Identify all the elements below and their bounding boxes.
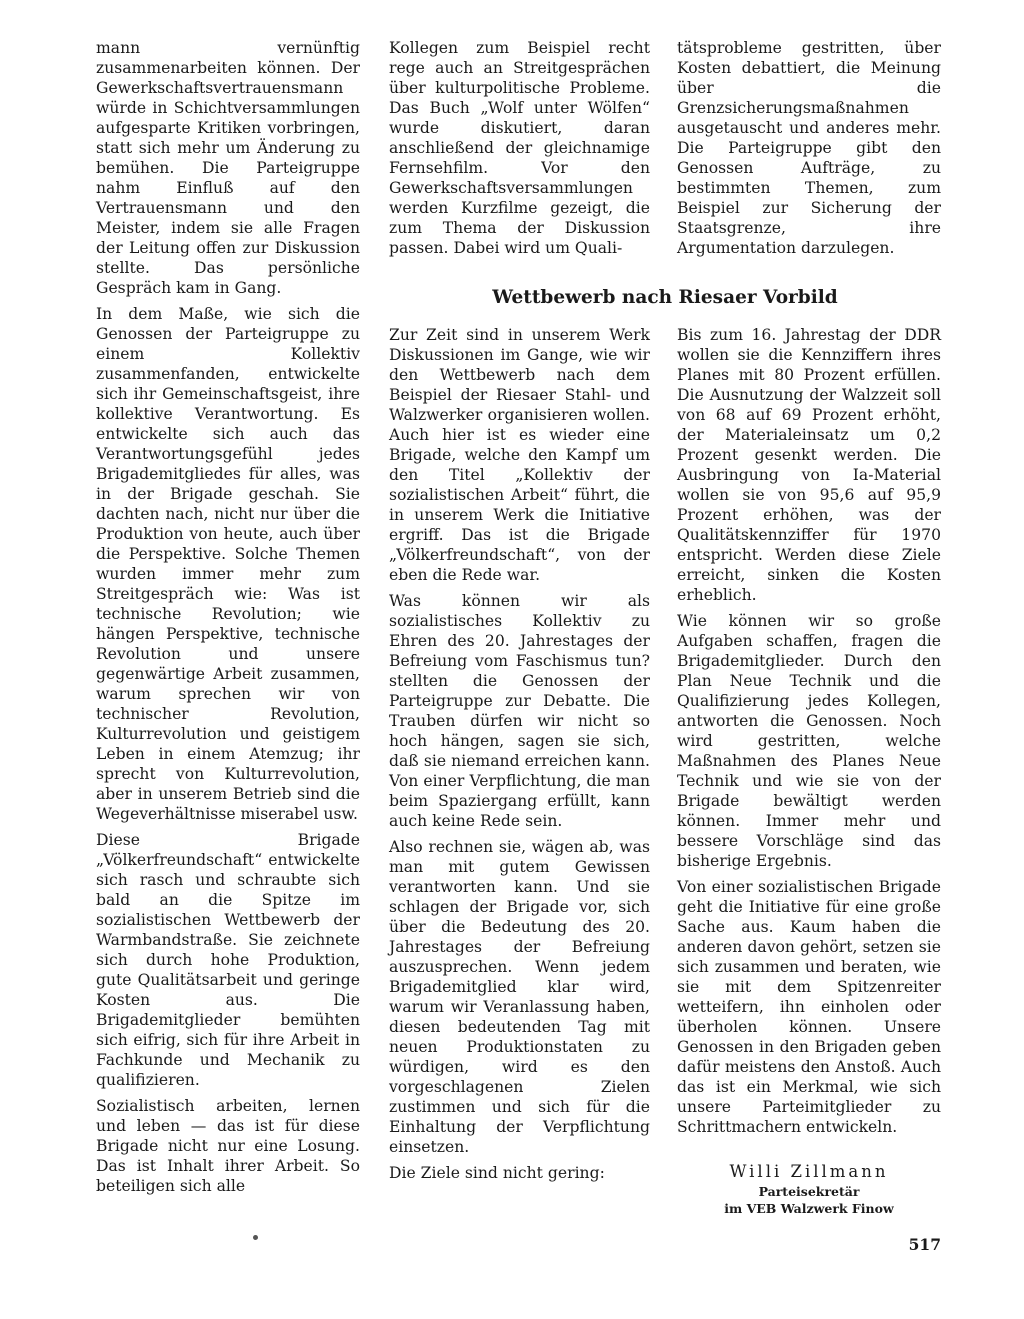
author-role: Parteisekretär [758,1184,860,1199]
section-heading: Wettbewerb nach Riesaer Vorbild [492,287,838,308]
paragraph: Diese Brigade „Völkerfreundschaft“ entwickelte sich rasch und schraubte sich bald an die Spitze im sozialistischen Wettbewerb der Warmbandstraße. Sie zeichnete sich durch hohe Produktion, gute Qualitätsarbeit und geringe Kosten aus. Die Brigademitglieder bemühten sich eifrig, sich für ihre Arbeit in Fachkunde und Mechanik zu qualifizieren. [96,831,360,1089]
paragraph: Von einer sozialistischen Brigade geht die Initiative für eine große Sache aus. Kaum haben die anderen davon gehört, setzen sie sich zusammen und beraten, wie sie mit dem Spitzenreiter wetteifern, ihn einholen oder überholen können. Unsere Genossen in den Brigaden geben dafür meistens den Anstoß. Auch das ist ein Merkmal, wie sich unsere Parteimitglieder zu Schrittmachern entwickeln. [677,878,941,1136]
paragraph: Bis zum 16. Jahrestag der DDR wollen sie die Kennziffern ihres Planes mit 80 Prozent erfüllen. Die Ausnutzung der Walzzeit soll von 68 auf 69 Prozent erhöht, der Materialeinsatz um 0,2 Prozent gesenkt werden. Die Ausbringung von Ia-Material wollen sie von 95,6 auf 95,9 Prozent erhöhen, was der Qualitätskennziffer für 1970 entspricht. Werden diese Ziele erreicht, sinken die Kosten erheblich. [677,326,941,604]
paragraph: Die Ziele sind nicht gering: [389,1164,605,1182]
column-5 [677,325,941,1143]
paragraph: Sozialistisch arbeiten, lernen und leben — das ist für diese Brigade nicht nur eine Losung. Das ist Inhalt ihrer Arbeit. So beteiligen sich alle [96,1097,360,1195]
paragraph: Also rechnen sie, wägen ab, was man mit gutem Gewissen verantworten kann. Und sie schlagen der Brigade vor, sich über die Bedeutung des 20. Jahrestages der Befreiung auszusprechen. Wenn jedem Brigademitglied klar wird, warum wir Veranlassung haben, diesen bedeutenden Tag mit neuen Produktionstaten zu würdigen, wird es den vorgeschlagenen Zielen zustimmen und sich für die Einhaltung der Verpflichtung einsetzen. [389,838,650,1156]
paragraph: tätsprobleme gestritten, über Kosten debattiert, die Meinung über die Grenzsicherungsmaßnahmen ausgetauscht und anderes mehr. Die Parteigruppe gibt den Genossen Aufträge, zu bestimmten Themen, zum Beispiel zur Sicherung der Staatsgrenze, ihre Argumentation darzulegen. [677,39,941,257]
paragraph: In dem Maße, wie sich die Genossen der Parteigruppe zu einem Kollektiv zusammenfanden, entwickelte sich ihr Gemeinschaftsgeist, ihre kollektive Verantwortung. Es entwickelte sich auch das Verantwortungsgefühl jedes Brigademitgliedes für alles, was in der Brigade geschah. Sie dachten nach, nicht nur über die Produktion von heute, auch über die Perspektive. Solche Themen wurden immer mehr zum Streitgespräch wie: Was ist technische Revolution; wie hängen Perspektive, technische Revolution und unsere gegenwärtige Arbeit zusammen, warum sprechen wir von technischer Revolution, Kulturrevolution und geistigem Leben in einem Atemzug; ihr sprecht von Kulturrevolution, aber in unserem Betrieb sind die Wegeverhältnisse miserabel usw. [96,305,360,823]
column-2 [389,38,650,264]
print-speck [253,1235,258,1240]
paragraph: Zur Zeit sind in unserem Werk Diskussionen im Gange, wie wir den Wettbewerb nach dem Beispiel der Riesaer Stahl- und Walzwerker organisieren wollen. Auch hier ist es wieder eine Brigade, welche den Kampf um den Titel „Kollektiv der sozialistischen Arbeit“ führt, die in unserem Werk die Initiative ergriff. Das ist die Brigade „Völkerfreundschaft“, von der eben die Rede war. [389,326,650,584]
author-organization: im VEB Walzwerk Finow [724,1201,894,1216]
paragraph: mann vernünftig zusammenarbeiten können. Der Gewerkschaftsvertrauensmann würde in Schichtversammlungen aufgesparte Kritiken vorbringen, statt sich mehr um Änderung zu bemühen. Die Parteigruppe nahm Einfluß auf den Vertrauensmann und den Meister, indem sie alle Fragen der Leitung offen zur Diskussion stellte. Das persönliche Gespräch kam in Gang. [96,39,360,297]
paragraph: Kollegen zum Beispiel recht rege auch an Streitgesprächen über kulturpolitische Probleme. Das Buch „Wolf unter Wölfen“ wurde diskutiert, daran anschließend der gleichnamige Fernsehfilm. Vor den Gewerkschaftsversammlungen werden Kurzfilme gezeigt, die zum Thema der Diskussion passen. Dabei wird um Quali- [389,39,650,257]
signature-block [677,1161,941,1217]
author-name: Willi Zillmann [729,1162,889,1181]
column-1 [96,38,360,1202]
page-number: 517 [908,1235,941,1254]
paragraph: Was können wir als sozialistisches Kollektiv zu Ehren des 20. Jahrestages der Befreiung vom Faschismus tun? stellten die Genossen der Parteigruppe zur Debatte. Die Trauben dürfen wir nicht so hoch hängen, sagen sie sich, daß sie niemand erreichen kann. Von einer Verpflichtung, die man beim Spaziergang erfüllt, kann auch keine Rede sein. [389,592,650,830]
paragraph: Wie können wir so große Aufgaben schaffen, fragen die Brigademitglieder. Durch den Plan Neue Technik und die Qualifizierung jedes Kollegen, antworten die Genossen. Noch wird gestritten, welche Maßnahmen des Planes Neue Technik und wie sie von der Brigade bewältigt werden können. Immer mehr und bessere Vorschläge sind das bisherige Ergebnis. [677,612,941,870]
column-3 [677,38,941,264]
column-4 [389,325,650,1189]
